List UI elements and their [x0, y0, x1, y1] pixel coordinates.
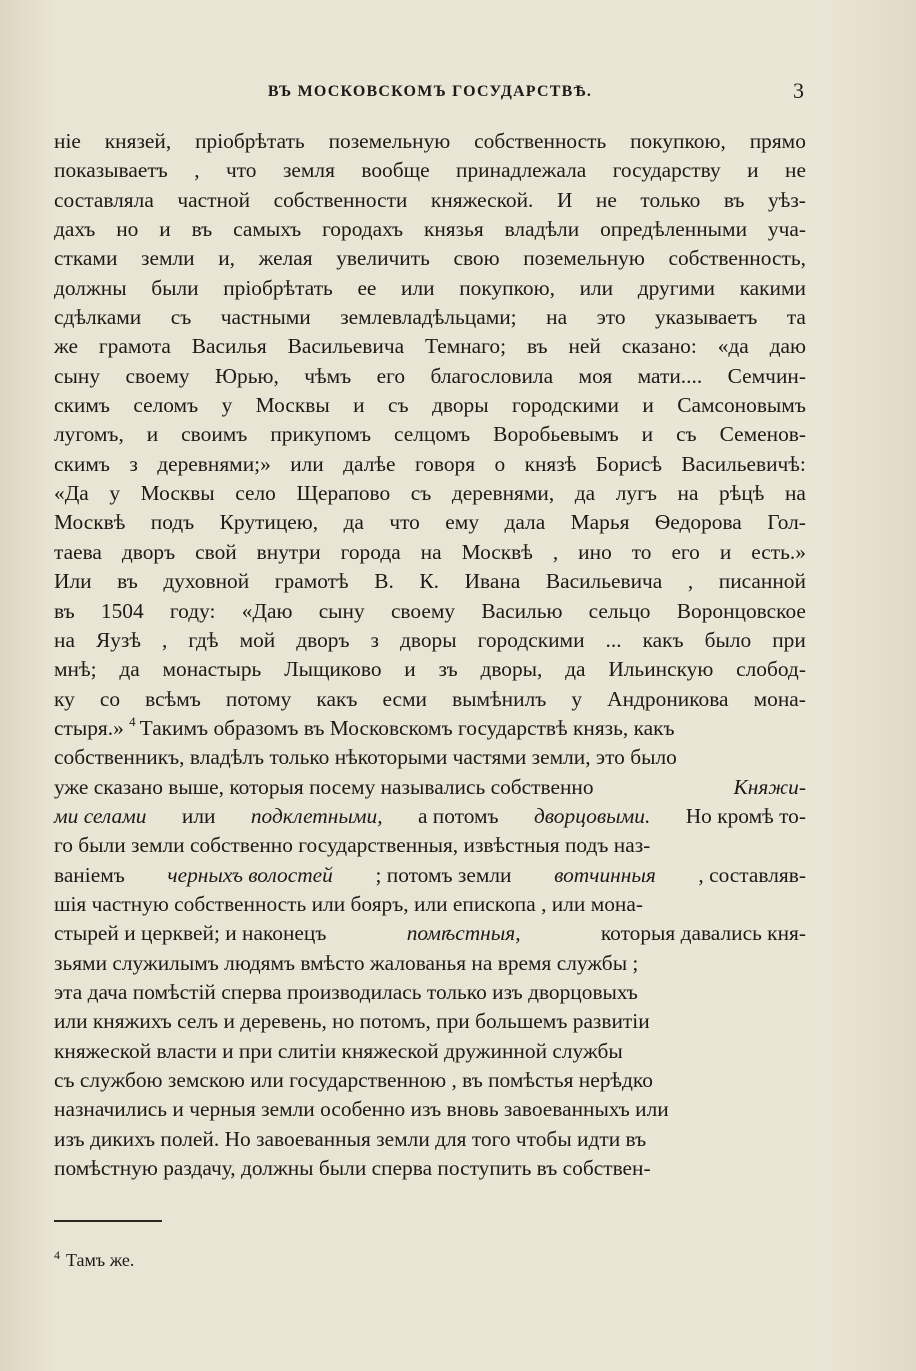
word: Борисѣ	[595, 451, 662, 476]
word: скимъ	[54, 451, 110, 476]
footnote-separator	[54, 1220, 162, 1222]
word: частными	[220, 305, 311, 330]
word: скимъ	[54, 393, 110, 418]
word: при	[772, 627, 806, 652]
text-line-6	[54, 274, 806, 303]
word: что	[225, 158, 257, 183]
word: деревнями;»	[157, 451, 271, 476]
text-line-13	[54, 479, 806, 508]
word: потому	[225, 686, 292, 711]
word: и	[353, 393, 365, 418]
word: уча-	[767, 217, 806, 242]
word: на	[546, 305, 568, 330]
word: стками	[54, 246, 118, 271]
word: составляла	[54, 187, 154, 212]
text-line-5	[54, 244, 806, 273]
word: не	[785, 158, 806, 183]
text-line-22: собственникъ, владѣлъ только нѣкоторыми частями земли, это было	[54, 745, 677, 770]
word: дахъ	[54, 217, 96, 242]
word: собственности	[273, 187, 408, 212]
word: сдѣлками	[54, 305, 142, 330]
word: со	[99, 686, 121, 711]
word: ,	[687, 569, 694, 594]
word: въ	[54, 598, 75, 623]
text-line-28: стырей и церквей; и наконецъ помѣстныя, которыя давались кня-	[54, 921, 806, 946]
page-number: 3	[793, 78, 804, 103]
word: Васильевича	[287, 334, 405, 359]
word: з	[129, 451, 138, 476]
text-line-36: помѣстную раздачу, должны были сперва поступить въ собствен-	[54, 1156, 651, 1181]
text-line-27: шія частную собственность или бояръ, или епископа , или мона-	[54, 891, 643, 916]
word: государству	[612, 158, 721, 183]
text-line-9	[54, 362, 806, 391]
word: Василью	[481, 598, 563, 623]
word: селцомъ	[393, 422, 471, 447]
word: К.	[419, 569, 440, 594]
word: своему	[125, 363, 190, 388]
word: Или	[54, 569, 92, 594]
word: у	[571, 686, 583, 711]
word: Москвы	[255, 393, 330, 418]
word: Москвѣ	[461, 539, 533, 564]
word: мой	[239, 627, 276, 652]
word: и	[159, 217, 171, 242]
footnote-marker: 4	[54, 1248, 60, 1262]
word: были	[151, 275, 199, 300]
word: самыхъ	[233, 217, 302, 242]
word: грамота	[98, 334, 171, 359]
word: желая	[258, 246, 313, 271]
word: съ	[170, 305, 192, 330]
word: землевладѣльцами;	[340, 305, 517, 330]
text-line-15	[54, 538, 806, 567]
word: зъ	[438, 657, 458, 682]
word: своему	[390, 598, 456, 623]
word: князѣ	[524, 451, 577, 476]
word: ему	[445, 510, 480, 535]
word: благословила	[430, 363, 554, 388]
word: Москвѣ	[54, 510, 126, 535]
word: моя	[578, 363, 613, 388]
word: его	[671, 539, 700, 564]
word: въ	[117, 569, 138, 594]
word: дворъ	[296, 627, 350, 652]
word: и	[747, 158, 759, 183]
text-line-2	[54, 156, 806, 185]
word: з	[370, 627, 379, 652]
word: слобод-	[736, 657, 806, 682]
text-line-30: эта дача помѣстій сперва производилась только изъ дворцовыхъ	[54, 979, 638, 1004]
word: принадлежала	[456, 158, 587, 183]
word: о	[494, 451, 506, 476]
word: было	[704, 627, 752, 652]
word: въ	[191, 217, 213, 242]
word: на	[420, 539, 442, 564]
word: году:	[169, 598, 216, 623]
word: какими	[739, 275, 806, 300]
word: на	[54, 627, 75, 652]
word: есми	[382, 686, 427, 711]
text-line-33: съ службою земскою или государственною , въ помѣстья нерѣдко	[54, 1068, 653, 1092]
text-line-24: ми селами или подклетными, а потомъ дворцовыми. Но кромѣ то-	[54, 803, 806, 828]
word: показываетъ	[54, 158, 168, 183]
word: ино	[578, 539, 612, 564]
word: даю	[769, 334, 806, 359]
word: да	[574, 481, 596, 506]
word: далѣе	[343, 451, 396, 476]
word: 1504	[100, 598, 144, 623]
word: и	[146, 422, 159, 447]
word: говоря	[414, 451, 476, 476]
word: то	[631, 539, 652, 564]
word: должны	[54, 275, 127, 300]
word: мона-	[753, 686, 806, 711]
word: мнѣ;	[54, 657, 97, 682]
word: ...	[605, 627, 622, 652]
word: писанной	[718, 569, 806, 594]
word: поземельную	[328, 129, 451, 153]
word: сыну	[54, 363, 101, 388]
word: дворы	[400, 627, 457, 652]
word: городскими	[477, 627, 585, 652]
word: князей,	[104, 129, 172, 153]
word: или	[579, 275, 614, 300]
word: его	[376, 363, 406, 388]
word: пріобрѣтать	[223, 275, 333, 300]
word: Семчин-	[727, 363, 806, 388]
word: прямо	[749, 129, 806, 153]
word: «да	[717, 334, 749, 359]
word: увеличить	[336, 246, 430, 271]
word: ней	[568, 334, 601, 359]
word: лугъ	[615, 481, 657, 506]
text-line-20	[54, 685, 806, 714]
word: Ильинскую	[608, 657, 714, 682]
word: покупкою,	[459, 275, 555, 300]
word: Самсоновымъ	[677, 393, 806, 418]
word: собственность	[474, 129, 607, 153]
word: дворы	[431, 393, 489, 418]
text-line-16	[54, 567, 806, 596]
word: мати....	[637, 363, 703, 388]
word: на	[677, 481, 699, 506]
word: лугомъ,	[54, 422, 124, 447]
word: свой	[195, 539, 237, 564]
word: или	[290, 451, 324, 476]
word: Василья	[191, 334, 267, 359]
word: дала	[504, 510, 546, 535]
word: пріобрѣтать	[195, 129, 305, 153]
text-line-34: назначились и черныя земли особенно изъ вновь завоеванныхъ или	[54, 1097, 669, 1122]
word: гдѣ	[188, 627, 219, 652]
word: опредѣленными	[600, 217, 748, 242]
word: всѣмъ	[145, 686, 201, 711]
word: «Даю	[241, 598, 293, 623]
running-header: ВЪ МОСКОВСКОМЪ ГОСУДАРСТВѢ.	[267, 83, 593, 100]
word: ,	[161, 627, 168, 652]
text-line-14	[54, 508, 806, 537]
word: Юрью,	[215, 363, 279, 388]
word: съ	[410, 481, 432, 506]
word: и	[404, 657, 416, 682]
text-line-1	[54, 127, 806, 156]
word: и	[642, 393, 654, 418]
word: въ	[526, 334, 548, 359]
word: свою	[453, 246, 500, 271]
word: земли	[141, 246, 195, 271]
word: въ	[723, 187, 745, 212]
word: Лыщиково	[284, 657, 382, 682]
word: города	[340, 539, 401, 564]
footnote-text: Тамъ же.	[66, 1250, 135, 1270]
word: есть.»	[751, 539, 806, 564]
word: своимъ	[181, 422, 248, 447]
word: не	[595, 187, 617, 212]
word: грамотѣ	[274, 569, 349, 594]
word: съ	[388, 393, 409, 418]
text-line-12	[54, 450, 806, 479]
word: собственность,	[668, 246, 806, 271]
word: ее	[357, 275, 377, 300]
word: Москвы	[140, 481, 215, 506]
word: Крутицею,	[219, 510, 319, 535]
word: Семенов-	[719, 422, 806, 447]
footnote-reference[interactable]: 4	[129, 713, 136, 729]
word: же	[54, 334, 78, 359]
word: подъ	[150, 510, 195, 535]
word: и	[719, 539, 732, 564]
text-line-29: зьями служилымъ людямъ вмѣсто жалованья на время службы ;	[54, 950, 639, 975]
word: частной	[177, 187, 251, 212]
word: Темнаго;	[424, 334, 507, 359]
text-line-26: ваніемъ черныхъ волостей ; потомъ земли вотчинныя , составляв-	[54, 862, 806, 887]
word: съ	[676, 422, 697, 447]
word: дворы,	[480, 657, 543, 682]
word: Щерапово	[296, 481, 391, 506]
text-line-7	[54, 303, 806, 332]
word: Ивана	[464, 569, 521, 594]
word: князья	[423, 217, 484, 242]
word: селомъ	[133, 393, 199, 418]
word: село	[235, 481, 276, 506]
text-line-23: уже сказано выше, которыя посему назывались собственно Княжи-	[54, 774, 806, 799]
text-line-32: княжеской власти и при слитіи княжеской дружинной службы	[54, 1038, 623, 1063]
word: монастырь	[162, 657, 262, 682]
word: ку	[54, 686, 75, 711]
word: городахъ	[322, 217, 404, 242]
word: Андроникова	[607, 686, 729, 711]
word: это	[596, 305, 626, 330]
main-text	[54, 127, 806, 1183]
word: Васильевичѣ:	[681, 451, 806, 476]
word: духовной	[163, 569, 250, 594]
word: ,	[194, 158, 200, 183]
word: Васильевича	[545, 569, 663, 594]
text-line-35: изъ дикихъ полей. Но завоеванныя земли для того чтобы идти въ	[54, 1126, 647, 1151]
text-line-31: или княжихъ селъ и деревень, но потомъ, при большемъ развитіи	[54, 1009, 650, 1034]
word: земля	[282, 158, 335, 183]
word: вообще	[361, 158, 430, 183]
word: внутри	[256, 539, 321, 564]
text-line-18	[54, 626, 806, 655]
word: сельцо	[588, 598, 651, 623]
word: дворъ	[121, 539, 176, 564]
word: княжеской.	[430, 187, 534, 212]
text-line-19	[54, 655, 806, 684]
word: на	[784, 481, 806, 506]
word: ,	[552, 539, 559, 564]
word: какъ	[316, 686, 358, 711]
word: чѣмъ	[304, 363, 352, 388]
word: только	[640, 187, 701, 212]
text-line-21: стыря.» 4 Такимъ образомъ въ Московскомъ государствѣ князь, какъ	[54, 714, 806, 743]
word: вымѣнилъ	[452, 686, 547, 711]
word: или	[401, 275, 435, 300]
word: Ѳедорова	[654, 510, 742, 535]
footnote	[54, 1250, 134, 1271]
word: да	[119, 657, 140, 682]
word: городскими	[512, 393, 619, 418]
word: сказано:	[621, 334, 697, 359]
word: владѣли	[504, 217, 580, 242]
word: Гол-	[767, 510, 806, 535]
word: Воронцовское	[676, 598, 806, 623]
word: да	[343, 510, 364, 535]
word: и,	[218, 246, 236, 271]
word: сыну	[318, 598, 365, 623]
word: и	[641, 422, 654, 447]
word: Воробьевымъ	[493, 422, 619, 447]
text-line-10	[54, 391, 806, 420]
word: у	[109, 481, 121, 506]
word: какъ	[642, 627, 684, 652]
word: ніе	[54, 129, 81, 153]
word: покупкою,	[630, 129, 726, 153]
word: И	[556, 187, 573, 212]
text-line-11	[54, 420, 806, 449]
text-line-4	[54, 215, 806, 244]
word: Яузѣ	[95, 627, 141, 652]
word: да	[565, 657, 586, 682]
text-line-25: го были земли собственно государственныя, извѣстныя подъ наз-	[54, 833, 651, 858]
text-line-8	[54, 332, 806, 361]
text-line-3	[54, 186, 806, 215]
word: что	[389, 510, 420, 535]
word: у	[221, 393, 233, 418]
word: прикупомъ	[270, 422, 372, 447]
word: Марья	[570, 510, 630, 535]
word: поземельную	[523, 246, 645, 271]
word: таева	[54, 539, 102, 564]
word: «Да	[54, 481, 89, 506]
word: В.	[374, 569, 394, 594]
word: другими	[637, 275, 715, 300]
text-line-17	[54, 597, 806, 626]
word: деревнями,	[451, 481, 555, 506]
word: рѣцѣ	[719, 481, 765, 506]
word: та	[786, 305, 806, 330]
word: указываетъ	[655, 305, 758, 330]
word: уѣз-	[768, 187, 806, 212]
word: но	[116, 217, 139, 242]
